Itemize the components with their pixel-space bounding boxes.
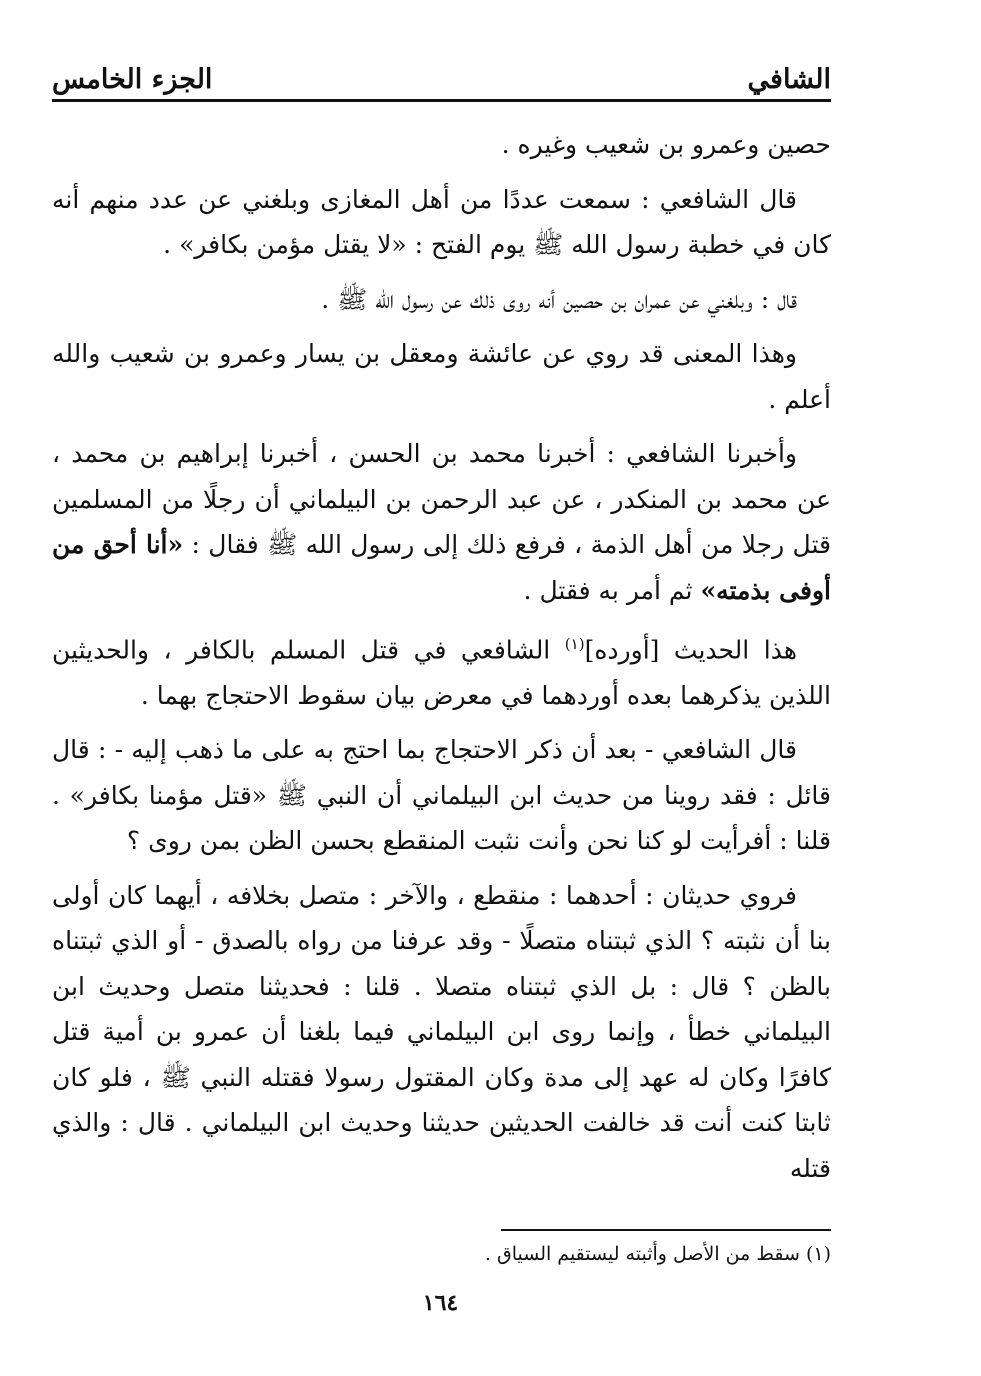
footnote-rule	[501, 1229, 831, 1231]
paragraph: حصين وعمرو بن شعيب وغيره .	[501, 130, 831, 159]
paragraph-text: وأخبرنا الشافعي : أخبرنا محمد بن الحسن ، أخبرنا إبراهيم بن محمد ، عن محمد بن المنكدر ، عن عبد الرحمن بن البيلماني أن رجلًا من المسلمين قتل رجلا من أهل الذمة ، فرفع ذلك إلى رسول الله ﷺ فقال :	[52, 439, 831, 559]
footnote-reference: (١)	[564, 635, 585, 653]
volume-label: الجزء الخامس	[52, 64, 213, 95]
paragraph	[52, 431, 831, 613]
paragraph: قال : وبلغني عن عمران بن حصين أنه روى ذلك عن رسول الله ﷺ .	[321, 284, 797, 314]
paragraph: وهذا المعنى قد روي عن عائشة ومعقل بن يسار وعمرو بن شعيب والله أعلم .	[52, 339, 831, 414]
paragraph: قال الشافعي : سمعت عددًا من أهل المغازى وبلغني عن عدد منهم أنه كان في خطبة رسول الله ﷺ يوم الفتح : «لا يقتل مؤمن بكافر» .	[52, 184, 831, 259]
running-header	[52, 55, 831, 95]
paragraph	[52, 622, 831, 718]
paragraph-text: هذا الحديث [أورده]	[584, 635, 797, 665]
main-text	[52, 122, 831, 1200]
header-rule	[52, 99, 831, 102]
footnote: (١) سقط من الأصل وأثبته ليستقيم السياق .	[484, 1243, 831, 1265]
page-number: ١٦٤	[422, 1290, 459, 1316]
paragraph-text: ثم أمر به فقتل .	[523, 575, 701, 605]
paragraph: قال الشافعي - بعد أن ذكر الاحتجاج بما احتج به على ما ذهب إليه - : قال قائل : فقد روينا من حديث ابن البيلماني أن النبي ﷺ «قتل مؤمنا بكافر» . قلنا : أفرأيت لو كنا نحن وأنت نثبت المنقطع بحسن الظن بمن روى ؟	[52, 735, 832, 856]
hadith-quote: «أنا أحق من أوفى بذمته»	[52, 530, 831, 605]
paragraph-text: الشافعي في قتل المسلم بالكافر ، والحديثين اللذين يذكرهما بعده أوردهما في معرض بيان سقوط الاحتجاج بهما .	[52, 635, 831, 710]
paragraph: فروي حديثان : أحدهما : منقطع ، والآخر : متصل بخلافه ، أيهما كان أولى بنا أن نثبته ؟ الذي ثبتناه متصلًا - وقد عرفنا من رواه بالصدق - أو الذي ثبتناه بالظن ؟ قال : بل الذي ثبتناه متصلا . قلنا : فحديثنا متصل وحديث ابن البيلماني خطأ ، وإنما روى ابن البيلماني فيما بلغنا أن عمرو بن أمية قتل كافرًا وكان له عهد إلى مدة وكان المقتول رسولا فقتله النبي ﷺ ، فلو كان ثابتا كنت أنت قد خالفت الحديثين حديثنا وحديث ابن البيلماني . قال : والذي قتله	[52, 880, 831, 1183]
book-title: الشافي	[747, 64, 831, 95]
